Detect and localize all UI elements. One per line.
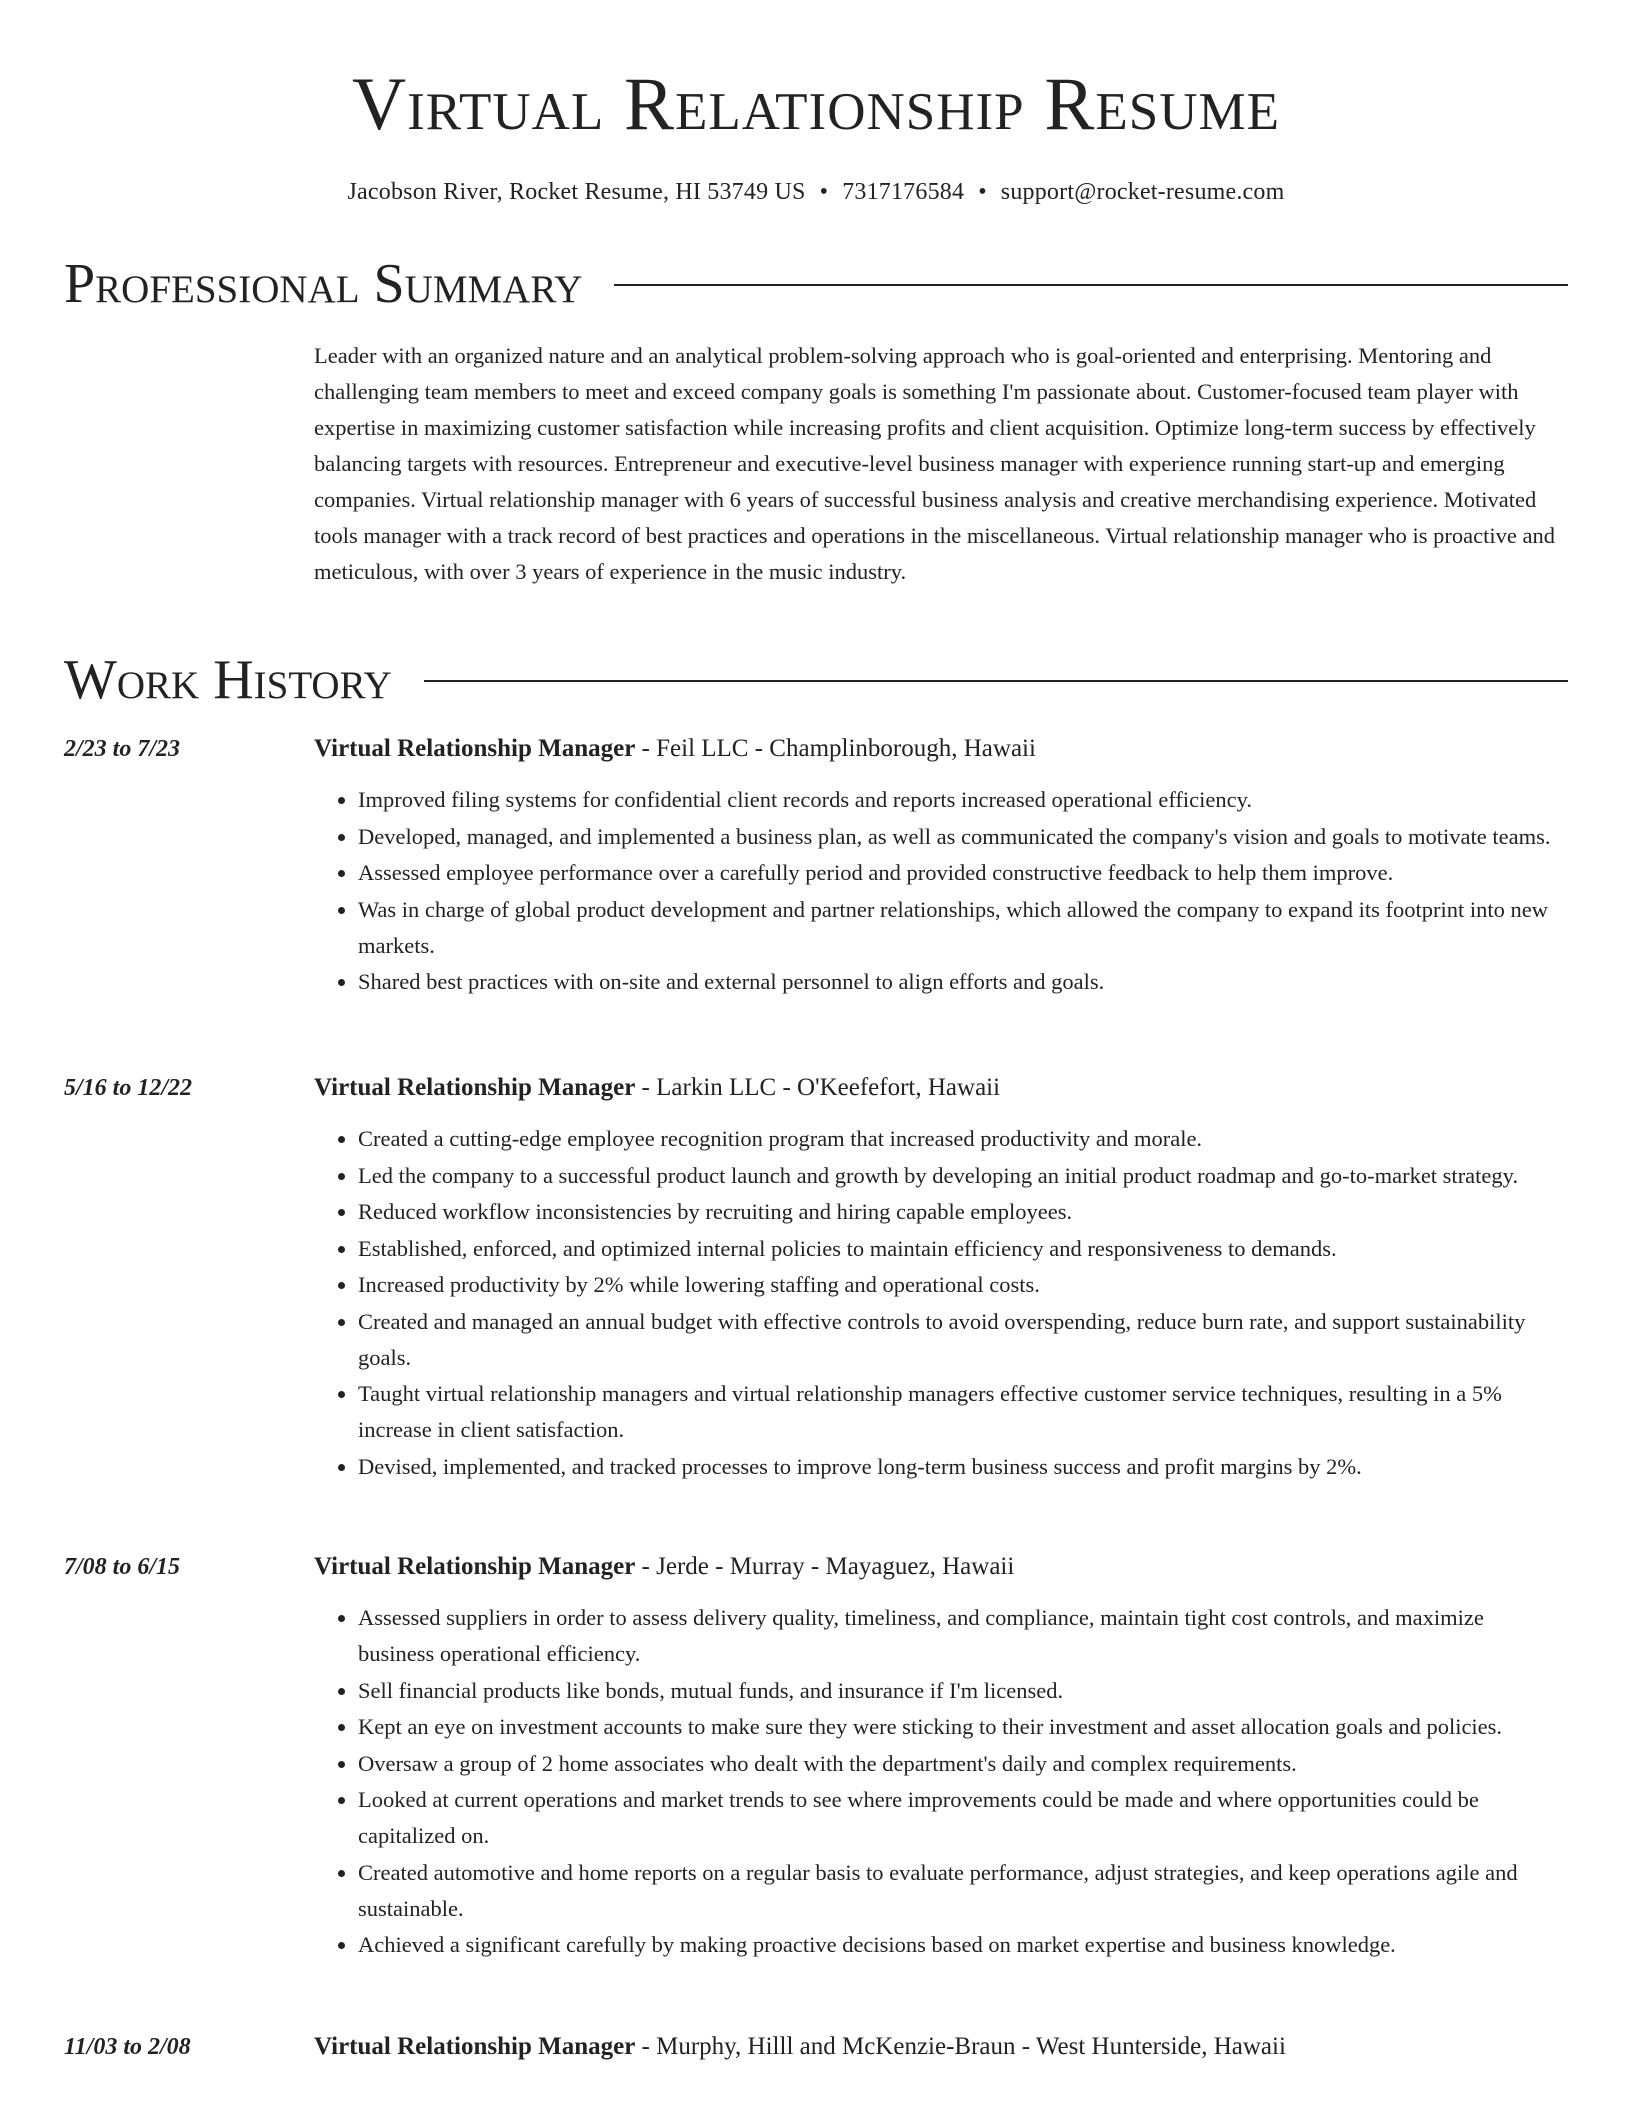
section-title: Professional Summary [64, 253, 583, 315]
job-header [314, 1071, 1000, 1105]
job-role: Virtual Relationship Manager [314, 1074, 636, 1101]
section-heading-work [64, 648, 1568, 712]
job-bullet: • Created and managed an annual budget with effective controls to avoid overspending, reduce burn rate, and support sustainability goals. [358, 1304, 1564, 1376]
job-bullet: • Shared best practices with on-site and external personnel to align efforts and goals. [358, 964, 1564, 1000]
job-employer: - Murphy, Hilll and McKenzie-Braun - West Hunterside, Hawaii [635, 2033, 1286, 2060]
job-bullet: • Improved filing systems for confidential client records and reports increased operational efficiency. [358, 782, 1564, 818]
contact-email: support@rocket-resume.com [1000, 179, 1285, 205]
job-header [314, 1550, 1014, 1584]
section-divider [614, 284, 1568, 286]
job-bullets [314, 1600, 1564, 1964]
job-bullet: • Led the company to a successful product launch and growth by developing an initial product roadmap and go-to-market strategy. [358, 1158, 1564, 1194]
job-dates: 5/16 to 12/22 [64, 1075, 193, 1101]
section-divider [424, 680, 1568, 682]
job-employer: - Larkin LLC - O'Keefefort, Hawaii [635, 1074, 1001, 1101]
contact-separator: • [978, 179, 987, 205]
job-dates: 11/03 to 2/08 [64, 2034, 191, 2060]
job-header [314, 732, 1036, 766]
job-bullet: • Oversaw a group of 2 home associates who dealt with the department's daily and complex requirements. [358, 1746, 1564, 1782]
summary-text: Leader with an organized nature and an analytical problem-solving approach who is goal-oriented and enterprising. Mentoring and challenging team members to meet and exceed company goals is something I'm passionate about. Customer-focused team player with expertise in maximizing customer satisfaction while increasing profits and client acquisition. Optimize long-term success by effectively balancing targets with resources. Entrepreneur and executive-level business manager with experience running start-up and emerging companies. Virtual relationship manager with 6 years of successful business analysis and creative merchandising experience. Motivated tools manager with a track record of best practices and operations in the miscellaneous. Virtual relationship manager who is proactive and meticulous, with over 3 years of experience in the music industry. [314, 343, 1555, 584]
job-bullet: • Established, enforced, and optimized internal policies to maintain efficiency and responsiveness to demands. [358, 1231, 1564, 1267]
contact-line [0, 176, 1632, 208]
job-bullets [314, 1121, 1564, 1485]
job-role: Virtual Relationship Manager [314, 735, 636, 762]
contact-phone: 7317176584 [842, 179, 965, 205]
job-role: Virtual Relationship Manager [314, 2033, 636, 2060]
job-bullet: • Looked at current operations and market trends to see where improvements could be made and where opportunities could be capitalized on. [358, 1782, 1564, 1854]
job-bullet: • Kept an eye on investment accounts to make sure they were sticking to their investment and asset allocation goals and policies. [358, 1709, 1564, 1745]
contact-address: Jacobson River, Rocket Resume, HI 53749 US [347, 179, 806, 205]
job-bullets [314, 782, 1564, 1001]
job-employer: - Feil LLC - Champlinborough, Hawaii [635, 735, 1036, 762]
job-role: Virtual Relationship Manager [314, 1553, 636, 1580]
job-bullet: • Devised, implemented, and tracked processes to improve long-term business success and profit margins by 2%. [358, 1449, 1564, 1485]
job-bullet: • Reduced workflow inconsistencies by recruiting and hiring capable employees. [358, 1194, 1564, 1230]
job-bullet: • Taught virtual relationship managers and virtual relationship managers effective customer service techniques, resulting in a 5% increase in client satisfaction. [358, 1376, 1564, 1448]
job-bullet: • Created automotive and home reports on a regular basis to evaluate performance, adjust strategies, and keep operations agile and sustainable. [358, 1855, 1564, 1927]
contact-separator: • [819, 179, 829, 205]
job-dates: 2/23 to 7/23 [64, 736, 181, 762]
job-bullet: • Increased productivity by 2% while lowering staffing and operational costs. [358, 1267, 1564, 1303]
job-bullet: • Achieved a significant carefully by making proactive decisions based on market expertise and business knowledge. [358, 1927, 1564, 1963]
section-title: Work History [64, 649, 392, 711]
job-employer: - Jerde - Murray - Mayaguez, Hawaii [635, 1553, 1015, 1580]
job-bullet: • Created a cutting-edge employee recognition program that increased productivity and morale. [358, 1121, 1564, 1157]
job-bullet: • Sell financial products like bonds, mutual funds, and insurance if I'm licensed. [358, 1673, 1564, 1709]
section-heading-summary [64, 252, 1568, 316]
job-dates: 7/08 to 6/15 [64, 1554, 181, 1580]
job-bullet: • Assessed suppliers in order to assess delivery quality, timeliness, and compliance, maintain tight cost controls, and maximize business operational efficiency. [358, 1600, 1564, 1672]
job-bullet: • Was in charge of global product development and partner relationships, which allowed the company to expand its footprint into new markets. [358, 892, 1564, 964]
job-header [314, 2030, 1286, 2064]
resume-title: Virtual Relationship Resume [351, 63, 1281, 146]
job-bullet: • Assessed employee performance over a carefully period and provided constructive feedback to help them improve. [358, 855, 1564, 891]
job-bullet: • Developed, managed, and implemented a business plan, as well as communicated the company's vision and goals to motivate teams. [358, 819, 1564, 855]
